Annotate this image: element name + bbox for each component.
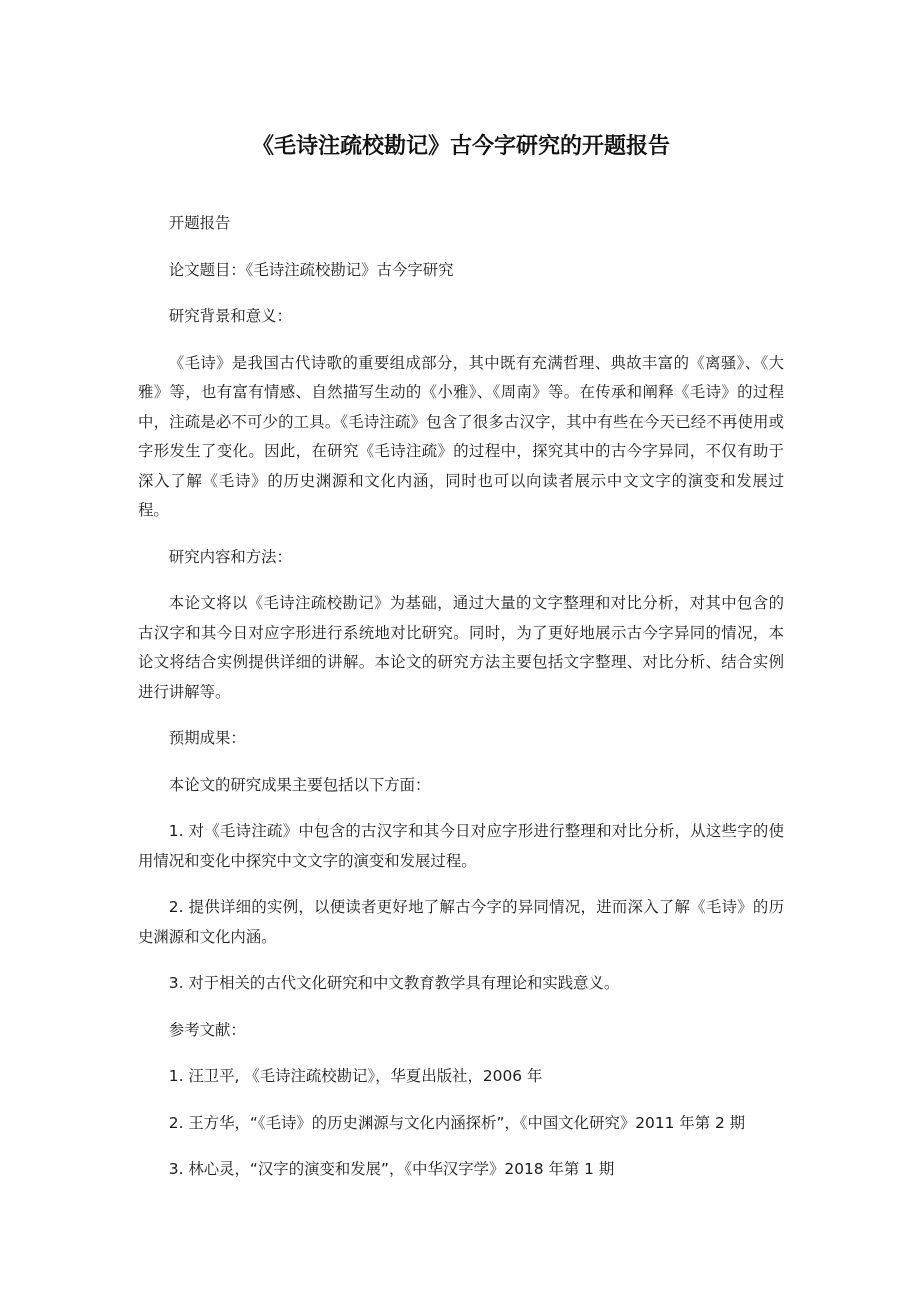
paragraph-background: 《毛诗》是我国古代诗歌的重要组成部分，其中既有充满哲理、典故丰富的《离骚》、《大雅》等，也有富有情感、自然描写生动的《小雅》、《周南》等。在传承和阐释《毛诗》的过程中，注疏是必不可少的工具。《毛诗注疏》包含了很多古汉字，其中有些在今天已经不再使用或字形发生了变化。因此，在研究《毛诗注疏》的过程中，探究其中的古今字异同，不仅有助于深入了解《毛诗》的历史渊源和文化内涵，同时也可以向读者展示中文文字的演变和发展过程。 <box>138 353 784 519</box>
list-item-result-3: 3. 对于相关的古代文化研究和中文教育教学具有理论和实践意义。 <box>168 974 620 992</box>
heading-expected-results: 预期成果： <box>168 729 246 747</box>
paragraph-content-method: 本论文将以《毛诗注疏校勘记》为基础，通过大量的文字整理和对比分析，对其中包含的古汉字和其今日对应字形进行系统地对比研究。同时，为了更好地展示古今字异同的情况，本论文将结合实例提供详细的讲解。本论文的研究方法主要包括文字整理、对比分析、结合实例进行讲解等。 <box>138 594 784 701</box>
paragraph-results-intro: 本论文的研究成果主要包括以下方面： <box>168 775 431 794</box>
document-body <box>138 209 784 1202</box>
heading-content-method: 研究内容和方法： <box>168 547 292 566</box>
list-item-result-1: 1. 对《毛诗注疏》中包含的古汉字和其今日对应字形进行整理和对比分析，从这些字的使用情况和变化中探究中文文字的演变和发展过程。 <box>138 822 784 870</box>
reference-2: 2. 王方华，“《毛诗》的历史渊源与文化内涵探析”，《中国文化研究》2011 年第 2 期 <box>168 1113 746 1132</box>
list-item-result-2: 2. 提供详细的实例，以便读者更好地了解古今字的异同情况，进而深入了解《毛诗》的历史渊源和文化内涵。 <box>138 898 784 946</box>
heading-background: 研究背景和意义： <box>168 307 292 325</box>
document-title: 《毛诗注疏校勘记》古今字研究的开题报告 <box>251 134 670 159</box>
reference-3: 3. 林心灵，“汉字的演变和发展”，《中华汉字学》2018 年第 1 期 <box>168 1160 615 1178</box>
paragraph-report-label: 开题报告 <box>168 214 231 232</box>
reference-1: 1. 汪卫平, 《毛诗注疏校勘记》，华夏出版社，2006 年 <box>168 1067 543 1085</box>
paragraph-thesis-title: 论文题目：《毛诗注疏校勘记》古今字研究 <box>168 260 454 279</box>
heading-references: 参考文献： <box>168 1020 246 1039</box>
